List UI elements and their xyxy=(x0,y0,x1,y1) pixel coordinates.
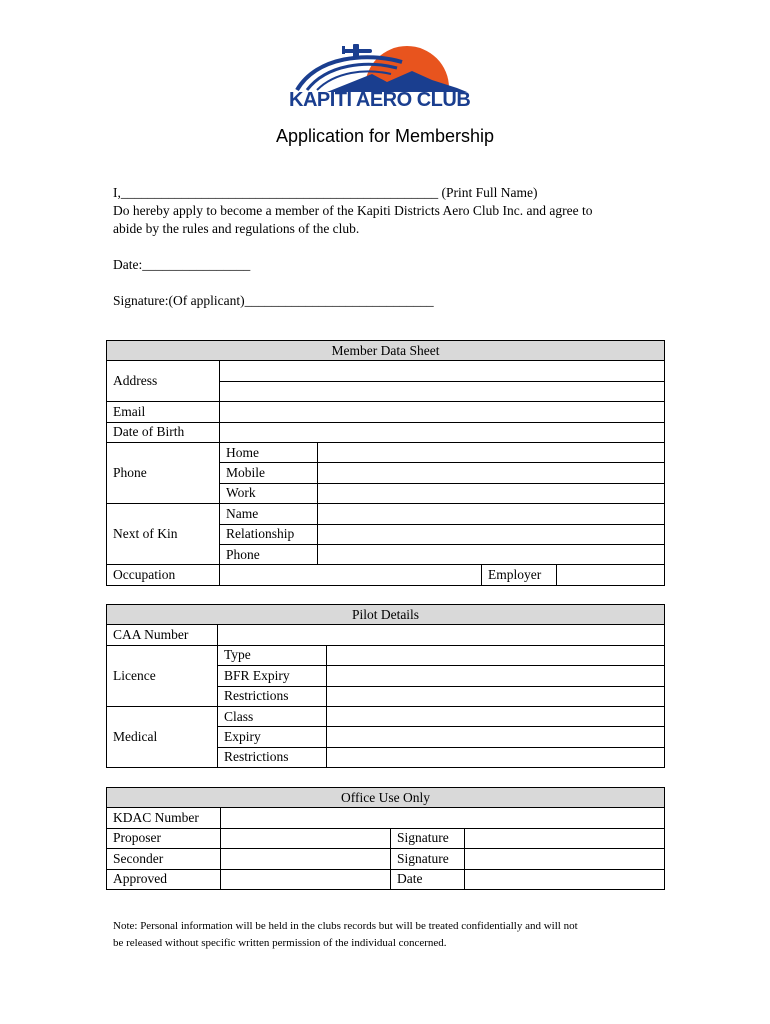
kin-phone-field[interactable] xyxy=(318,544,665,564)
kin-relationship-label: Relationship xyxy=(220,524,318,544)
phone-label: Phone xyxy=(107,442,220,503)
approved-date-field[interactable] xyxy=(465,869,665,889)
office-use-header: Office Use Only xyxy=(107,788,665,808)
kin-name-field[interactable] xyxy=(318,504,665,524)
phone-mobile-field[interactable] xyxy=(318,463,665,483)
medical-class-label: Class xyxy=(218,706,327,726)
address-field-2[interactable] xyxy=(220,381,665,401)
privacy-note-line-1: Note: Personal information will be held in the clubs records but will be treated confidentially and will not xyxy=(113,920,578,932)
kin-relationship-field[interactable] xyxy=(318,524,665,544)
approved-field[interactable] xyxy=(221,869,391,889)
seconder-field[interactable] xyxy=(221,849,391,869)
phone-home-field[interactable] xyxy=(318,442,665,462)
medical-expiry-field[interactable] xyxy=(327,727,665,747)
employer-field[interactable] xyxy=(557,565,665,585)
member-data-header: Member Data Sheet xyxy=(107,341,665,361)
licence-bfr-field[interactable] xyxy=(327,666,665,686)
occupation-field[interactable] xyxy=(220,565,482,585)
kin-name-label: Name xyxy=(220,504,318,524)
member-data-table xyxy=(106,340,665,586)
proposer-label: Proposer xyxy=(107,828,221,848)
address-label: Address xyxy=(107,361,220,402)
phone-mobile-label: Mobile xyxy=(220,463,318,483)
medical-class-field[interactable] xyxy=(327,706,665,726)
medical-expiry-label: Expiry xyxy=(218,727,327,747)
licence-restrictions-field[interactable] xyxy=(327,686,665,706)
address-field-1[interactable] xyxy=(220,361,665,381)
licence-label: Licence xyxy=(107,645,218,706)
declaration-line-3: abide by the rules and regulations of the club. xyxy=(113,221,360,236)
kin-phone-label: Phone xyxy=(220,544,318,564)
dob-field[interactable] xyxy=(220,422,665,442)
seconder-label: Seconder xyxy=(107,849,221,869)
kdac-field[interactable] xyxy=(221,808,665,828)
licence-type-label: Type xyxy=(218,645,327,665)
licence-bfr-label: BFR Expiry xyxy=(218,666,327,686)
occupation-label: Occupation xyxy=(107,565,220,585)
approved-date-label: Date xyxy=(391,869,465,889)
medical-restrictions-label: Restrictions xyxy=(218,747,327,767)
full-name-line: I,_______________________________________________ (Print Full Name) xyxy=(113,185,538,200)
approved-label: Approved xyxy=(107,869,221,889)
seconder-signature-field[interactable] xyxy=(465,849,665,869)
proposer-signature-label: Signature xyxy=(391,828,465,848)
phone-work-field[interactable] xyxy=(318,483,665,503)
proposer-signature-field[interactable] xyxy=(465,828,665,848)
office-use-table xyxy=(106,787,665,890)
privacy-note-line-2: be released without specific written permission of the individual concerned. xyxy=(113,937,447,949)
phone-work-label: Work xyxy=(220,483,318,503)
email-field[interactable] xyxy=(220,402,665,422)
seconder-signature-label: Signature xyxy=(391,849,465,869)
date-line: Date:________________ xyxy=(113,257,251,272)
caa-field[interactable] xyxy=(218,625,665,645)
kin-label: Next of Kin xyxy=(107,504,220,565)
dob-label: Date of Birth xyxy=(107,422,220,442)
caa-label: CAA Number xyxy=(107,625,218,645)
email-label: Email xyxy=(107,402,220,422)
privacy-note xyxy=(113,918,578,952)
pilot-details-header: Pilot Details xyxy=(107,605,665,625)
page-title: Application for Membership xyxy=(275,126,495,146)
declaration-line-2: Do hereby apply to become a member of the Kapiti Districts Aero Club Inc. and agree to xyxy=(113,203,593,218)
licence-restrictions-label: Restrictions xyxy=(218,686,327,706)
employer-label: Employer xyxy=(482,565,557,585)
medical-label: Medical xyxy=(107,706,218,767)
logo-text: KAPITI AERO CLUB xyxy=(289,89,471,111)
kdac-label: KDAC Number xyxy=(107,808,221,828)
licence-type-field[interactable] xyxy=(327,645,665,665)
proposer-field[interactable] xyxy=(221,828,391,848)
medical-restrictions-field[interactable] xyxy=(327,747,665,767)
pilot-details-table xyxy=(106,604,665,768)
phone-home-label: Home xyxy=(220,442,318,462)
signature-line: Signature:(Of applicant)____________________________ xyxy=(113,293,434,308)
